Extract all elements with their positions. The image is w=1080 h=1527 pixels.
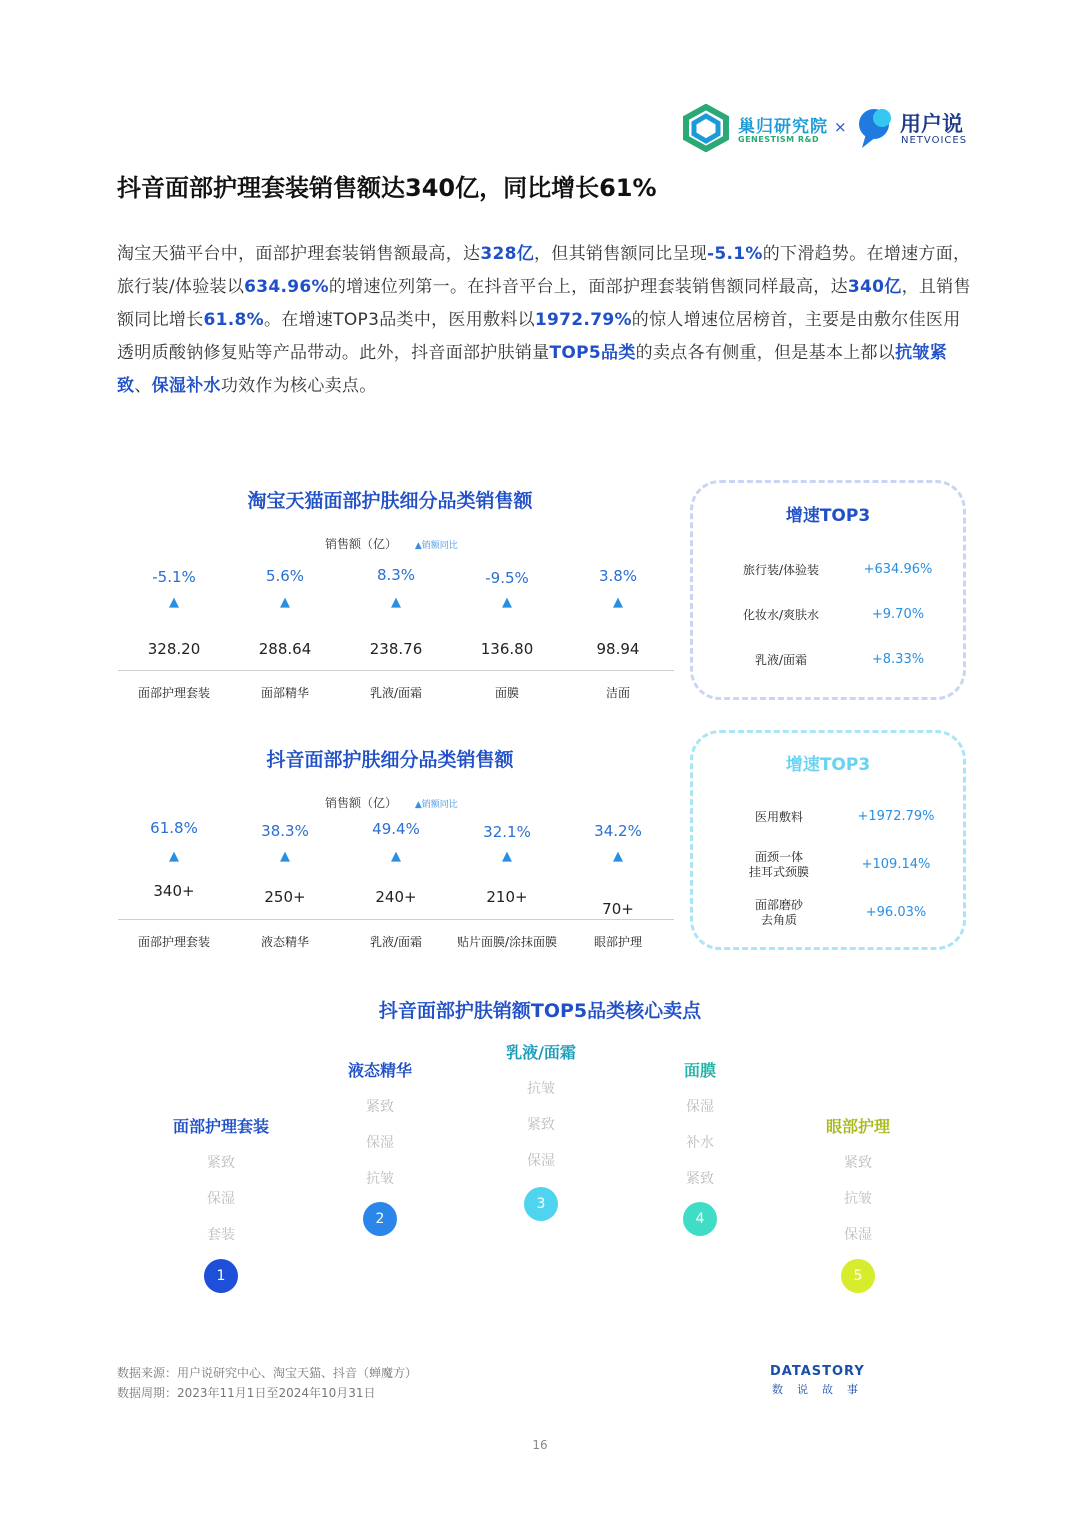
- summary-paragraph: [117, 238, 975, 403]
- legend-value: 销售额（亿）: [325, 537, 398, 551]
- value-label: 210+: [486, 888, 528, 906]
- selling-point-keyword: 保湿: [207, 1191, 235, 1207]
- body-text: 的增速位列第一。在抖音平台上，面部护理套装销售额同样最高，达: [328, 277, 848, 297]
- top3-name: 化妆水/爽肤水: [742, 608, 820, 622]
- top5-category-name: 液态精华: [347, 1061, 412, 1080]
- datastory-logo-cn: 数说故事: [772, 1383, 872, 1396]
- selling-point-keyword: 紧致: [207, 1155, 235, 1171]
- body-text: 淘宝天猫平台中，面部护理套装销售额最高，达: [117, 244, 481, 264]
- top3-name: 医用敷料: [754, 810, 803, 824]
- growth-marker-icon: ▲: [613, 849, 623, 864]
- growth-label: 61.8%: [150, 819, 198, 837]
- body-text: 。在增速TOP3品类中，医用敷料以: [263, 310, 535, 330]
- value-label: 240+: [375, 888, 417, 906]
- highlight-text: TOP5品类: [549, 343, 636, 363]
- top3-value: +96.03%: [865, 905, 927, 920]
- growth-label: 49.4%: [372, 820, 420, 838]
- body-text: 的惊人增速位居榜首，主要是由敷尔佳医用透明质酸钠修复贴等产品带动。此外，抖音面部护肤销量: [117, 310, 961, 363]
- douyin-chart-legend: [325, 794, 458, 811]
- selling-point-keyword: 补水: [686, 1135, 714, 1151]
- tmall-chart-title: 淘宝天猫面部护肤细分品类销售额: [247, 490, 533, 512]
- category-label: 面部护理套装: [137, 686, 210, 700]
- selling-point-keyword: 保湿: [366, 1135, 394, 1151]
- top3-value: +109.14%: [861, 857, 931, 872]
- selling-point-keyword: 紧致: [844, 1155, 872, 1171]
- value-label: 288.64: [258, 640, 312, 658]
- selling-point-keyword: 紧致: [366, 1099, 394, 1115]
- highlight-text: 61.8%: [203, 310, 264, 330]
- top3-value: +9.70%: [871, 607, 925, 622]
- body-text: 的下滑趋势。在增速方面，旅行装/体验装以: [117, 244, 971, 297]
- growth-label: 38.3%: [261, 822, 309, 840]
- selling-point-keyword: 套装: [207, 1227, 235, 1243]
- top3-name: 面部磨砂: [754, 898, 803, 912]
- value-label: 136.80: [480, 640, 534, 658]
- legend-growth: ▲销额同比: [414, 800, 458, 810]
- growth-marker-icon: ▲: [169, 849, 179, 864]
- tmall-chart-legend: [325, 535, 458, 552]
- category-label: 液态精华: [260, 935, 309, 949]
- douyin-top3-title: 增速TOP3: [785, 755, 871, 775]
- top3-value: +634.96%: [863, 562, 933, 577]
- highlight-text: 328亿: [480, 244, 534, 264]
- genestism-logo-en: GENESTISM R&D: [738, 135, 820, 144]
- value-label: 328.20: [147, 640, 201, 658]
- category-label: 乳液/面霜: [369, 686, 423, 700]
- body-text: ，且销售额同比增长: [117, 277, 971, 330]
- growth-label: 8.3%: [376, 566, 416, 584]
- category-label: 面部精华: [260, 686, 309, 700]
- top5-category-name: 乳液/面霜: [506, 1043, 576, 1062]
- selling-point-keyword: 保湿: [527, 1153, 555, 1169]
- datastory-logo: [770, 1364, 890, 1394]
- category-label: 乳液/面霜: [369, 935, 423, 949]
- rank-badge: 3: [524, 1187, 558, 1221]
- selling-point-keyword: 抗皱: [366, 1171, 394, 1187]
- growth-marker-icon: ▲: [391, 595, 401, 610]
- rank-badge: 4: [683, 1202, 717, 1236]
- selling-point-keyword: 保湿: [686, 1099, 714, 1115]
- category-label: 眼部护理: [593, 935, 642, 949]
- category-label: 面膜: [494, 686, 519, 700]
- growth-label: -5.1%: [152, 568, 196, 586]
- netvoices-logo: [856, 104, 976, 152]
- douyin-chart-title: 抖音面部护肤细分品类销售额: [266, 749, 514, 771]
- selling-point-keyword: 保湿: [844, 1227, 872, 1243]
- highlight-text: 保湿补水: [151, 376, 221, 396]
- growth-label: -9.5%: [485, 569, 529, 587]
- growth-marker-icon: ▲: [502, 849, 512, 864]
- legend-value: 销售额（亿）: [325, 796, 398, 810]
- top5-category-name: 面膜: [683, 1061, 716, 1080]
- body-text: 功效作为核心卖点。: [220, 376, 377, 396]
- value-label: 70+: [602, 900, 634, 918]
- top3-name: 旅行装/体验装: [742, 563, 820, 577]
- body-text: ，但其销售额同比呈现: [534, 244, 707, 264]
- growth-marker-icon: ▲: [613, 595, 623, 610]
- logo-separator: ×: [834, 118, 847, 136]
- genestism-logo: [680, 104, 830, 152]
- value-label: 98.94: [596, 640, 640, 658]
- top3-name-line2: 去角质: [760, 913, 797, 927]
- netvoices-logo-cn: 用户说: [900, 112, 963, 136]
- data-period: 数据周期：2023年11月1日至2024年10月31日: [117, 1386, 376, 1400]
- page-title: 抖音面部护理套装销售额达340亿，同比增长61%: [117, 174, 657, 202]
- growth-marker-icon: ▲: [391, 849, 401, 864]
- growth-marker-icon: ▲: [280, 595, 290, 610]
- tmall-top3-title: 增速TOP3: [785, 506, 871, 526]
- tmall-chart-axis: [118, 670, 674, 671]
- douyin-top3-box: [690, 730, 966, 950]
- netvoices-logo-en: NETVOICES: [901, 135, 968, 146]
- value-label: 238.76: [369, 640, 423, 658]
- selling-point-keyword: 紧致: [527, 1117, 555, 1133]
- top5-category-name: 面部护理套装: [172, 1117, 269, 1136]
- tmall-top3-box: [690, 480, 966, 700]
- netvoices-logo-icon: [856, 104, 896, 150]
- highlight-text: 抗皱紧致: [117, 343, 948, 396]
- top3-name-line2: 挂耳式颈膜: [748, 865, 809, 879]
- growth-label: 32.1%: [483, 823, 531, 841]
- rank-badge: 1: [204, 1259, 238, 1293]
- body-text: 、: [134, 376, 152, 396]
- highlight-text: 1972.79%: [534, 310, 632, 330]
- page-number: 16: [532, 1438, 548, 1452]
- value-label: 250+: [264, 888, 306, 906]
- genestism-logo-cn: 巢归研究院: [738, 117, 828, 137]
- top3-value: +1972.79%: [857, 809, 935, 824]
- datastory-logo-en: DATASTORY: [770, 1364, 865, 1379]
- legend-growth: ▲销额同比: [414, 541, 458, 551]
- category-label: 面部护理套装: [137, 935, 210, 949]
- highlight-text: 340亿: [847, 277, 902, 297]
- douyin-chart-axis: [118, 919, 674, 920]
- highlight-text: 634.96%: [244, 277, 329, 297]
- growth-marker-icon: ▲: [280, 849, 290, 864]
- category-label: 洁面: [605, 686, 630, 700]
- selling-point-keyword: 抗皱: [844, 1191, 872, 1207]
- category-label: 贴片面膜/涂抹面膜: [456, 935, 558, 949]
- selling-point-keyword: 紧致: [686, 1171, 714, 1187]
- top5-title: 抖音面部护肤销额TOP5品类核心卖点: [378, 1000, 702, 1022]
- top5-category-name: 眼部护理: [825, 1117, 890, 1136]
- rank-badge: 2: [363, 1202, 397, 1236]
- growth-marker-icon: ▲: [169, 595, 179, 610]
- growth-label: 34.2%: [594, 822, 642, 840]
- data-source: 数据来源：用户说研究中心、淘宝天猫、抖音（蝉魔方）: [117, 1366, 418, 1380]
- value-label: 340+: [153, 882, 195, 900]
- body-text: 的卖点各有侧重，但是基本上都以: [635, 343, 896, 363]
- selling-point-keyword: 抗皱: [527, 1081, 555, 1097]
- top3-value: +8.33%: [871, 652, 925, 667]
- genestism-logo-icon: [680, 104, 732, 152]
- growth-label: 3.8%: [598, 567, 638, 585]
- growth-marker-icon: ▲: [502, 595, 512, 610]
- top3-name: 面颈一体: [754, 850, 803, 864]
- growth-label: 5.6%: [265, 567, 305, 585]
- rank-badge: 5: [841, 1259, 875, 1293]
- highlight-text: -5.1%: [707, 244, 763, 264]
- top3-name: 乳液/面霜: [754, 653, 808, 667]
